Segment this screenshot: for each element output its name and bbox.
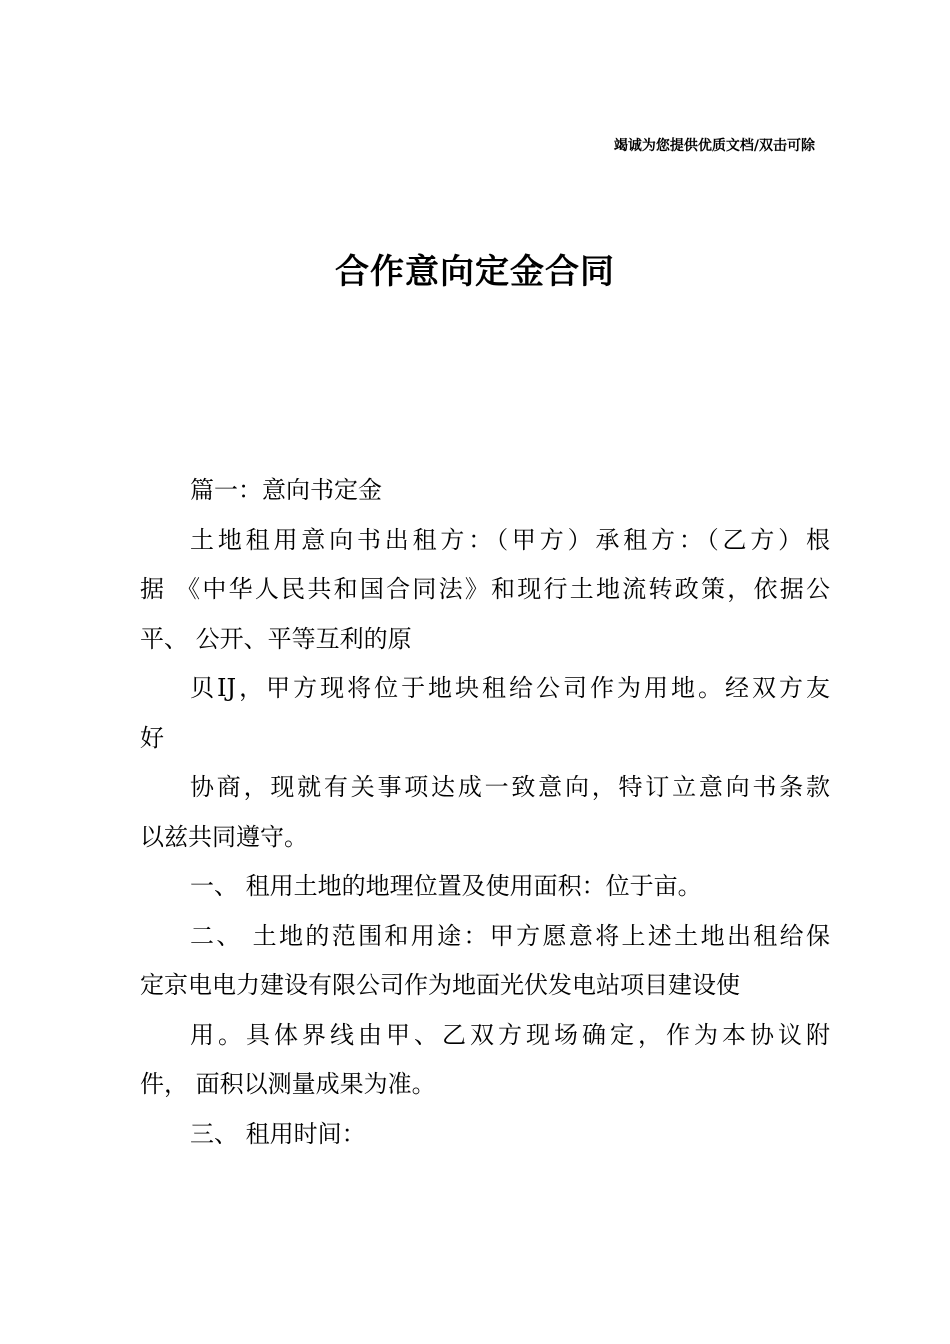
header-note: 竭诚为您提供优质文档/双击可除 [613,138,815,154]
body-line: 据 《中华人民共和国合同法》和现行土地流转政策，依据公 [140,575,830,603]
clause-line: 二、 土地的范围和用途：甲方愿意将上述土地出租给保 [190,921,830,950]
body-line: 好 [140,723,164,752]
body-line: 协商，现就有关事项达成一致意向，特订立意向书条款 [190,773,830,801]
body-line: 土地租用意向书出租方：（甲方）承租方：（乙方）根 [190,525,830,554]
clause-line: 一、 租用土地的地理位置及使用面积：位于亩。 [190,872,702,900]
section-heading: 篇一：意向书定金 [190,476,382,504]
document-title: 合作意向定金合同 [335,252,615,292]
document-body [140,466,830,1159]
body-line: 贝IJ，甲方现将位于地块租给公司作为用地。经双方友 [190,674,830,702]
body-line: 定京电电力建设有限公司作为地面光伏发电站项目建设使 [140,971,740,999]
body-line: 件， 面积以测量成果为准。 [140,1070,436,1098]
body-line: 平、 公开、平等互利的原 [140,624,412,653]
clause-line: 三、 租用时间： [190,1119,366,1148]
body-line: 用。具体界线由甲、乙双方现场确定，作为本协议附 [190,1020,830,1049]
body-line: 以兹共同遵守。 [140,822,308,851]
